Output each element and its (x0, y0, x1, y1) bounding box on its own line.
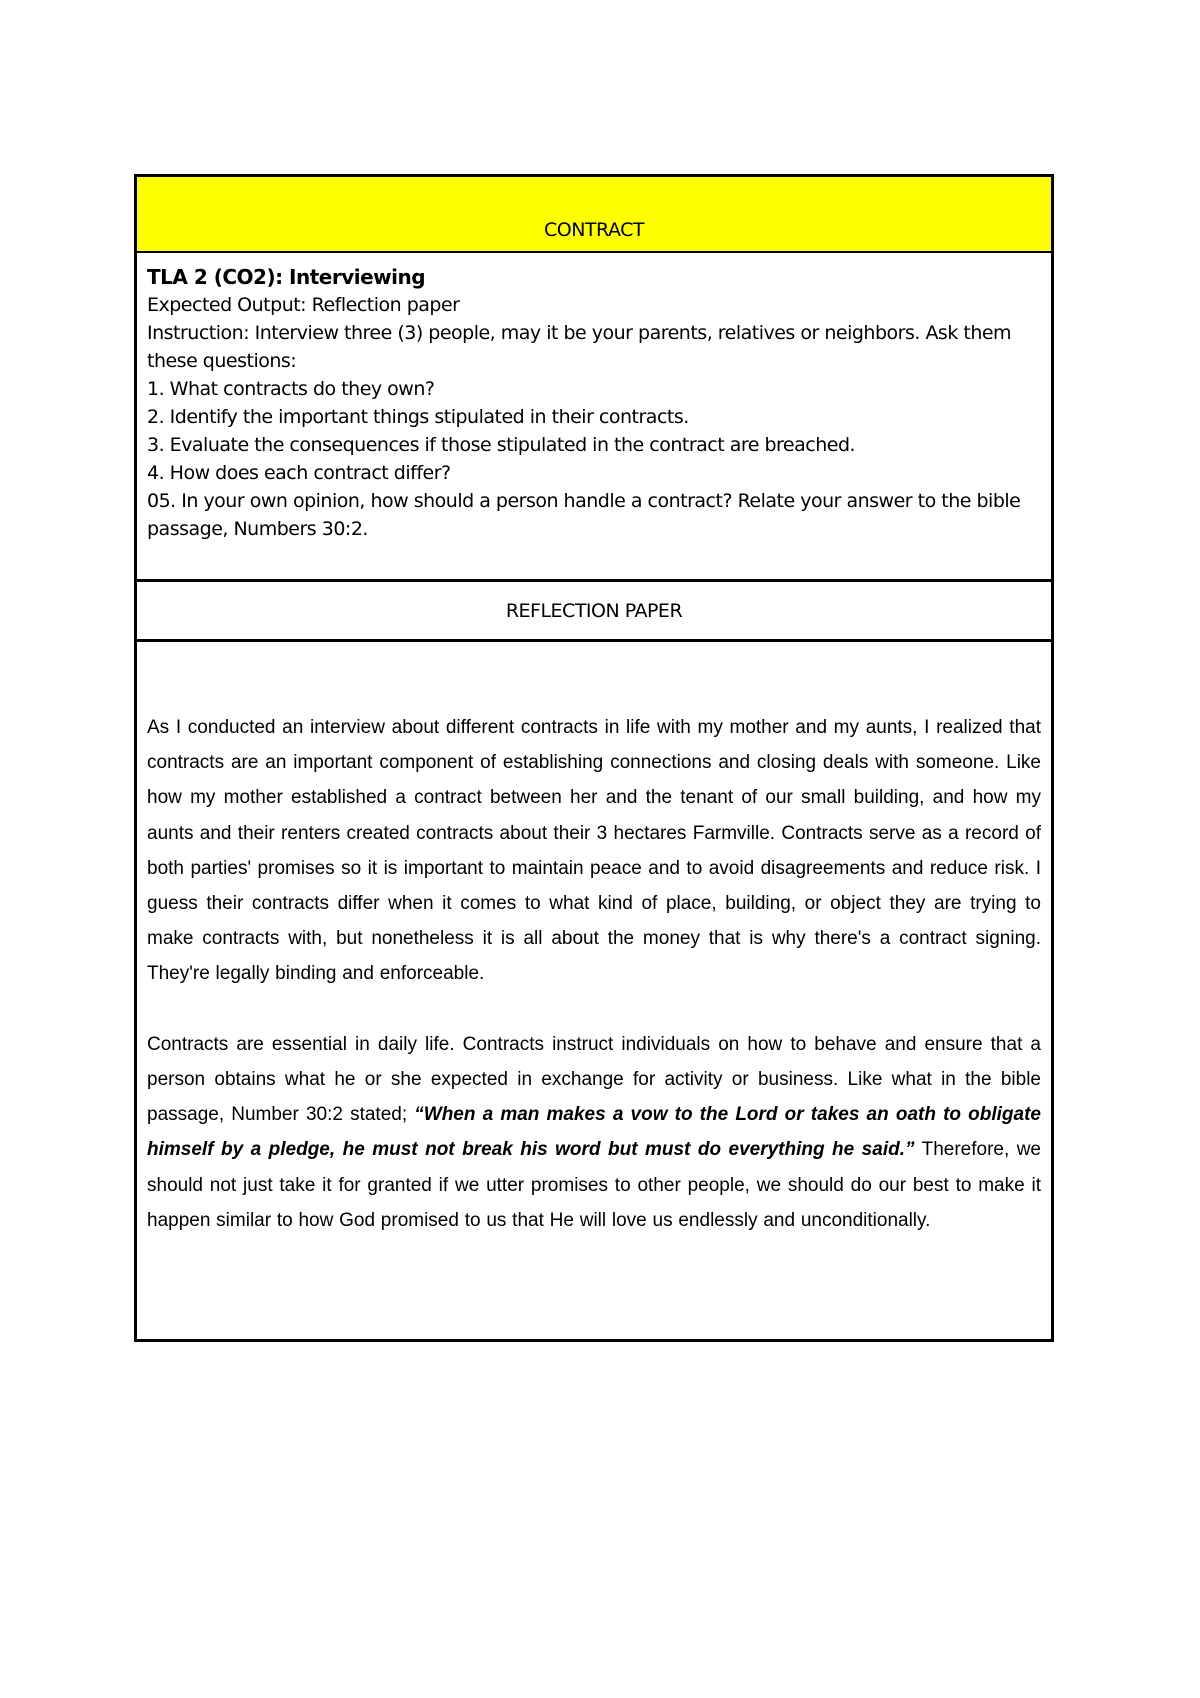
paragraph-spacer (147, 992, 1041, 1027)
bible-quote: “When a man makes a vow to the Lord or takes an oath to obligate himself by a pledge, he must not break his word but must do everything he said.” (147, 1104, 1042, 1161)
question-item: 05. In your own opinion, how should a person handle a contract? Relate your answer to the bible passage, Numbers 30:2. (147, 490, 1021, 540)
contract-title: CONTRACT (543, 219, 644, 241)
task-instructions (137, 253, 1051, 582)
paragraph-2-outro: Therefore, we should not just take it for granted if we utter promises to other people, we should do our best to make it happen similar to how God promised to us that He will love us endlessly and unconditionally. (147, 1139, 1041, 1231)
reflection-paragraph-2 (147, 1027, 1041, 1238)
contract-table (134, 174, 1054, 1342)
question-item: 1. What contracts do they own? (147, 378, 435, 400)
contract-header (137, 177, 1051, 253)
question-item: 3. Evaluate the consequences if those stipulated in the contract are breached. (147, 434, 856, 456)
reflection-body (137, 642, 1051, 1339)
reflection-heading-cell (137, 582, 1051, 642)
question-item: 4. How does each contract differ? (147, 462, 451, 484)
reflection-paragraph-1: As I conducted an interview about different contracts in life with my mother and my aunts, I realized that contracts are an important component of establishing connections and closing deals with someone. Like how my mother established a contract between her and the tenant of our small building, and how my aunts and their renters created contracts about their 3 hectares Farmville. Contracts serve as a record of both parties' promises so it is important to maintain peace and to avoid disagreements and reduce risk. I guess their contracts differ when it comes to what kind of place, building, or object they are trying to make contracts with, but nonetheless it is all about the money that is why there's a contract signing. They're legally binding and enforceable. (147, 717, 1041, 985)
paragraph-2-intro: Contracts are essential in daily life. Contracts instruct individuals on how to behave and ensure that a person obtains what he or she expected in exchange for activity or business. Like what in the bible passage, Number 30:2 stated; (147, 1033, 1041, 1126)
instruction-text: Instruction: Interview three (3) people, may it be your parents, relatives or neighbors. Ask them these questions: (147, 322, 1012, 372)
question-item: 2. Identify the important things stipulated in their contracts. (147, 406, 689, 428)
reflection-heading: REFLECTION PAPER (505, 599, 683, 622)
task-title: TLA 2 (CO2): Interviewing (147, 265, 426, 289)
expected-output: Expected Output: Reflection paper (147, 294, 460, 316)
